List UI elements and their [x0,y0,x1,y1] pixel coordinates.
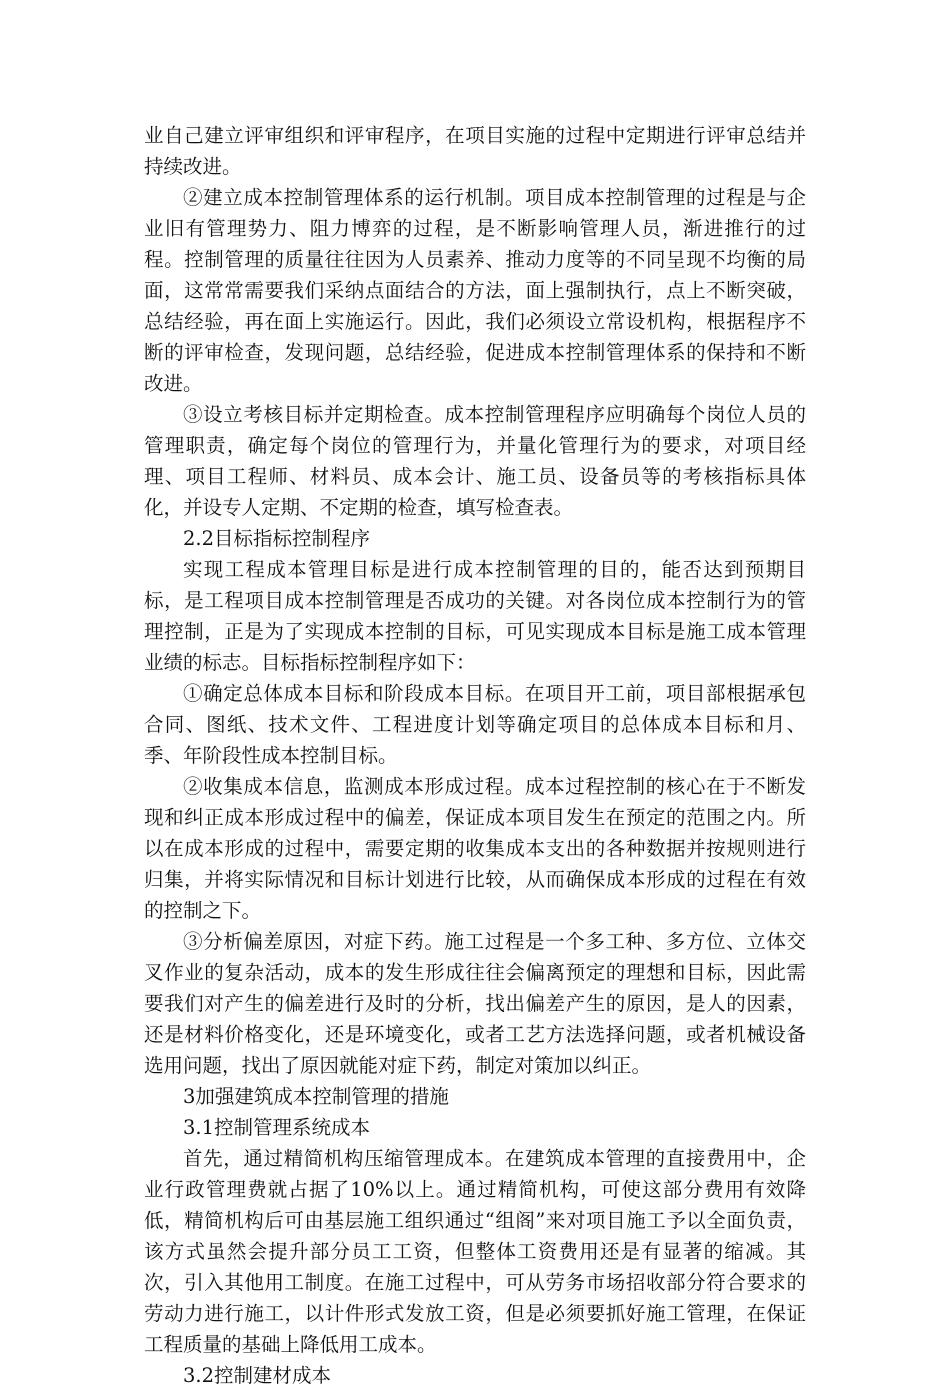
paragraph-determine-targets: ①确定总体成本目标和阶段成本目标。在项目开工前，项目部根据承包合同、图纸、技术文件、工程进度计划等确定项目的总体成本目标和月、季、年阶段性成本控制目标。 [144,682,806,767]
section-heading-2-2: 2.2目标指标控制程序 [183,527,371,550]
paragraph-management-cost: 首先，通过精简机构压缩管理成本。在建筑成本管理的直接费用中，企业行政管理费就占据了10%以上。通过精简机构，可使这部分费用有效降低，精简机构后可由基层施工组织通过“组阁”来对项目施工予以全面负责，该方式虽然会提升部分员工工资，但整体工资费用还是有显著的缩减。其次，引入其他用工制度。在施工过程中，可从劳务市场招收部分符合要求的劳动力进行施工，以计件形式发放工资，但是必须要抓好施工管理，在保证工程质量的基础上降低用工成本。 [144,1147,806,1356]
document-page [144,120,806,1391]
paragraph-cost-target-intro: 实现工程成本管理目标是进行成本控制管理的目的，能否达到预期目标，是工程项目成本控制管理是否成功的关键。对各岗位成本控制行为的管理控制，正是为了实现成本控制的目标，可见实现成本目标是施工成本管理业绩的标志。目标指标控制程序如下： [144,558,806,674]
section-heading-3-2: 3.2控制建材成本 [183,1364,332,1387]
paragraph-collect-information: ②收集成本信息，监测成本形成过程。成本过程控制的核心在于不断发现和纠正成本形成过程中的偏差，保证成本项目发生在预定的范围之内。所以在成本形成的过程中，需要定期的收集成本支出的各种数据并按规则进行归集，并将实际情况和目标计划进行比较，从而确保成本形成的过程在有效的控制之下。 [144,775,806,922]
paragraph-assessment-targets: ③设立考核目标并定期检查。成本控制管理程序应明确每个岗位人员的管理职责，确定每个岗位的管理行为，并量化管理行为的要求，对项目经理、项目工程师、材料员、成本会计、施工员、设备员等的考核指标具体化，并设专人定期、不定期的检查，填写检查表。 [144,403,806,519]
paragraph-operating-mechanism: ②建立成本控制管理体系的运行机制。项目成本控制管理的过程是与企业旧有管理势力、阻力博弈的过程，是不断影响管理人员，渐进推行的过程。控制管理的质量往往因为人员素养、推动力度等的不同呈现不均衡的局面，这常常需要我们采纳点面结合的方法，面上强制执行，点上不断突破，总结经验，再在面上实施运行。因此，我们必须设立常设机构，根据程序不断的评审检查，发现问题，总结经验，促进成本控制管理体系的保持和不断改进。 [144,186,806,395]
section-heading-3-1: 3.1控制管理系统成本 [183,1116,371,1139]
section-heading-3: 3加强建筑成本控制管理的措施 [183,1085,449,1108]
paragraph-analyze-deviation: ③分析偏差原因，对症下药。施工过程是一个多工种、多方位、立体交叉作业的复杂活动，成本的发生形成往往会偏离预定的理想和目标，因此需要我们对产生的偏差进行及时的分析，找出偏差产生的原因，是人的因素，还是材料价格变化，还是环境变化，或者工艺方法选择问题，或者机械设备选用问题，找出了原因就能对症下药，制定对策加以纠正。 [144,930,806,1077]
paragraph-review-continuation: 业自己建立评审组织和评审程序，在项目实施的过程中定期进行评审总结并持续改进。 [144,124,806,178]
